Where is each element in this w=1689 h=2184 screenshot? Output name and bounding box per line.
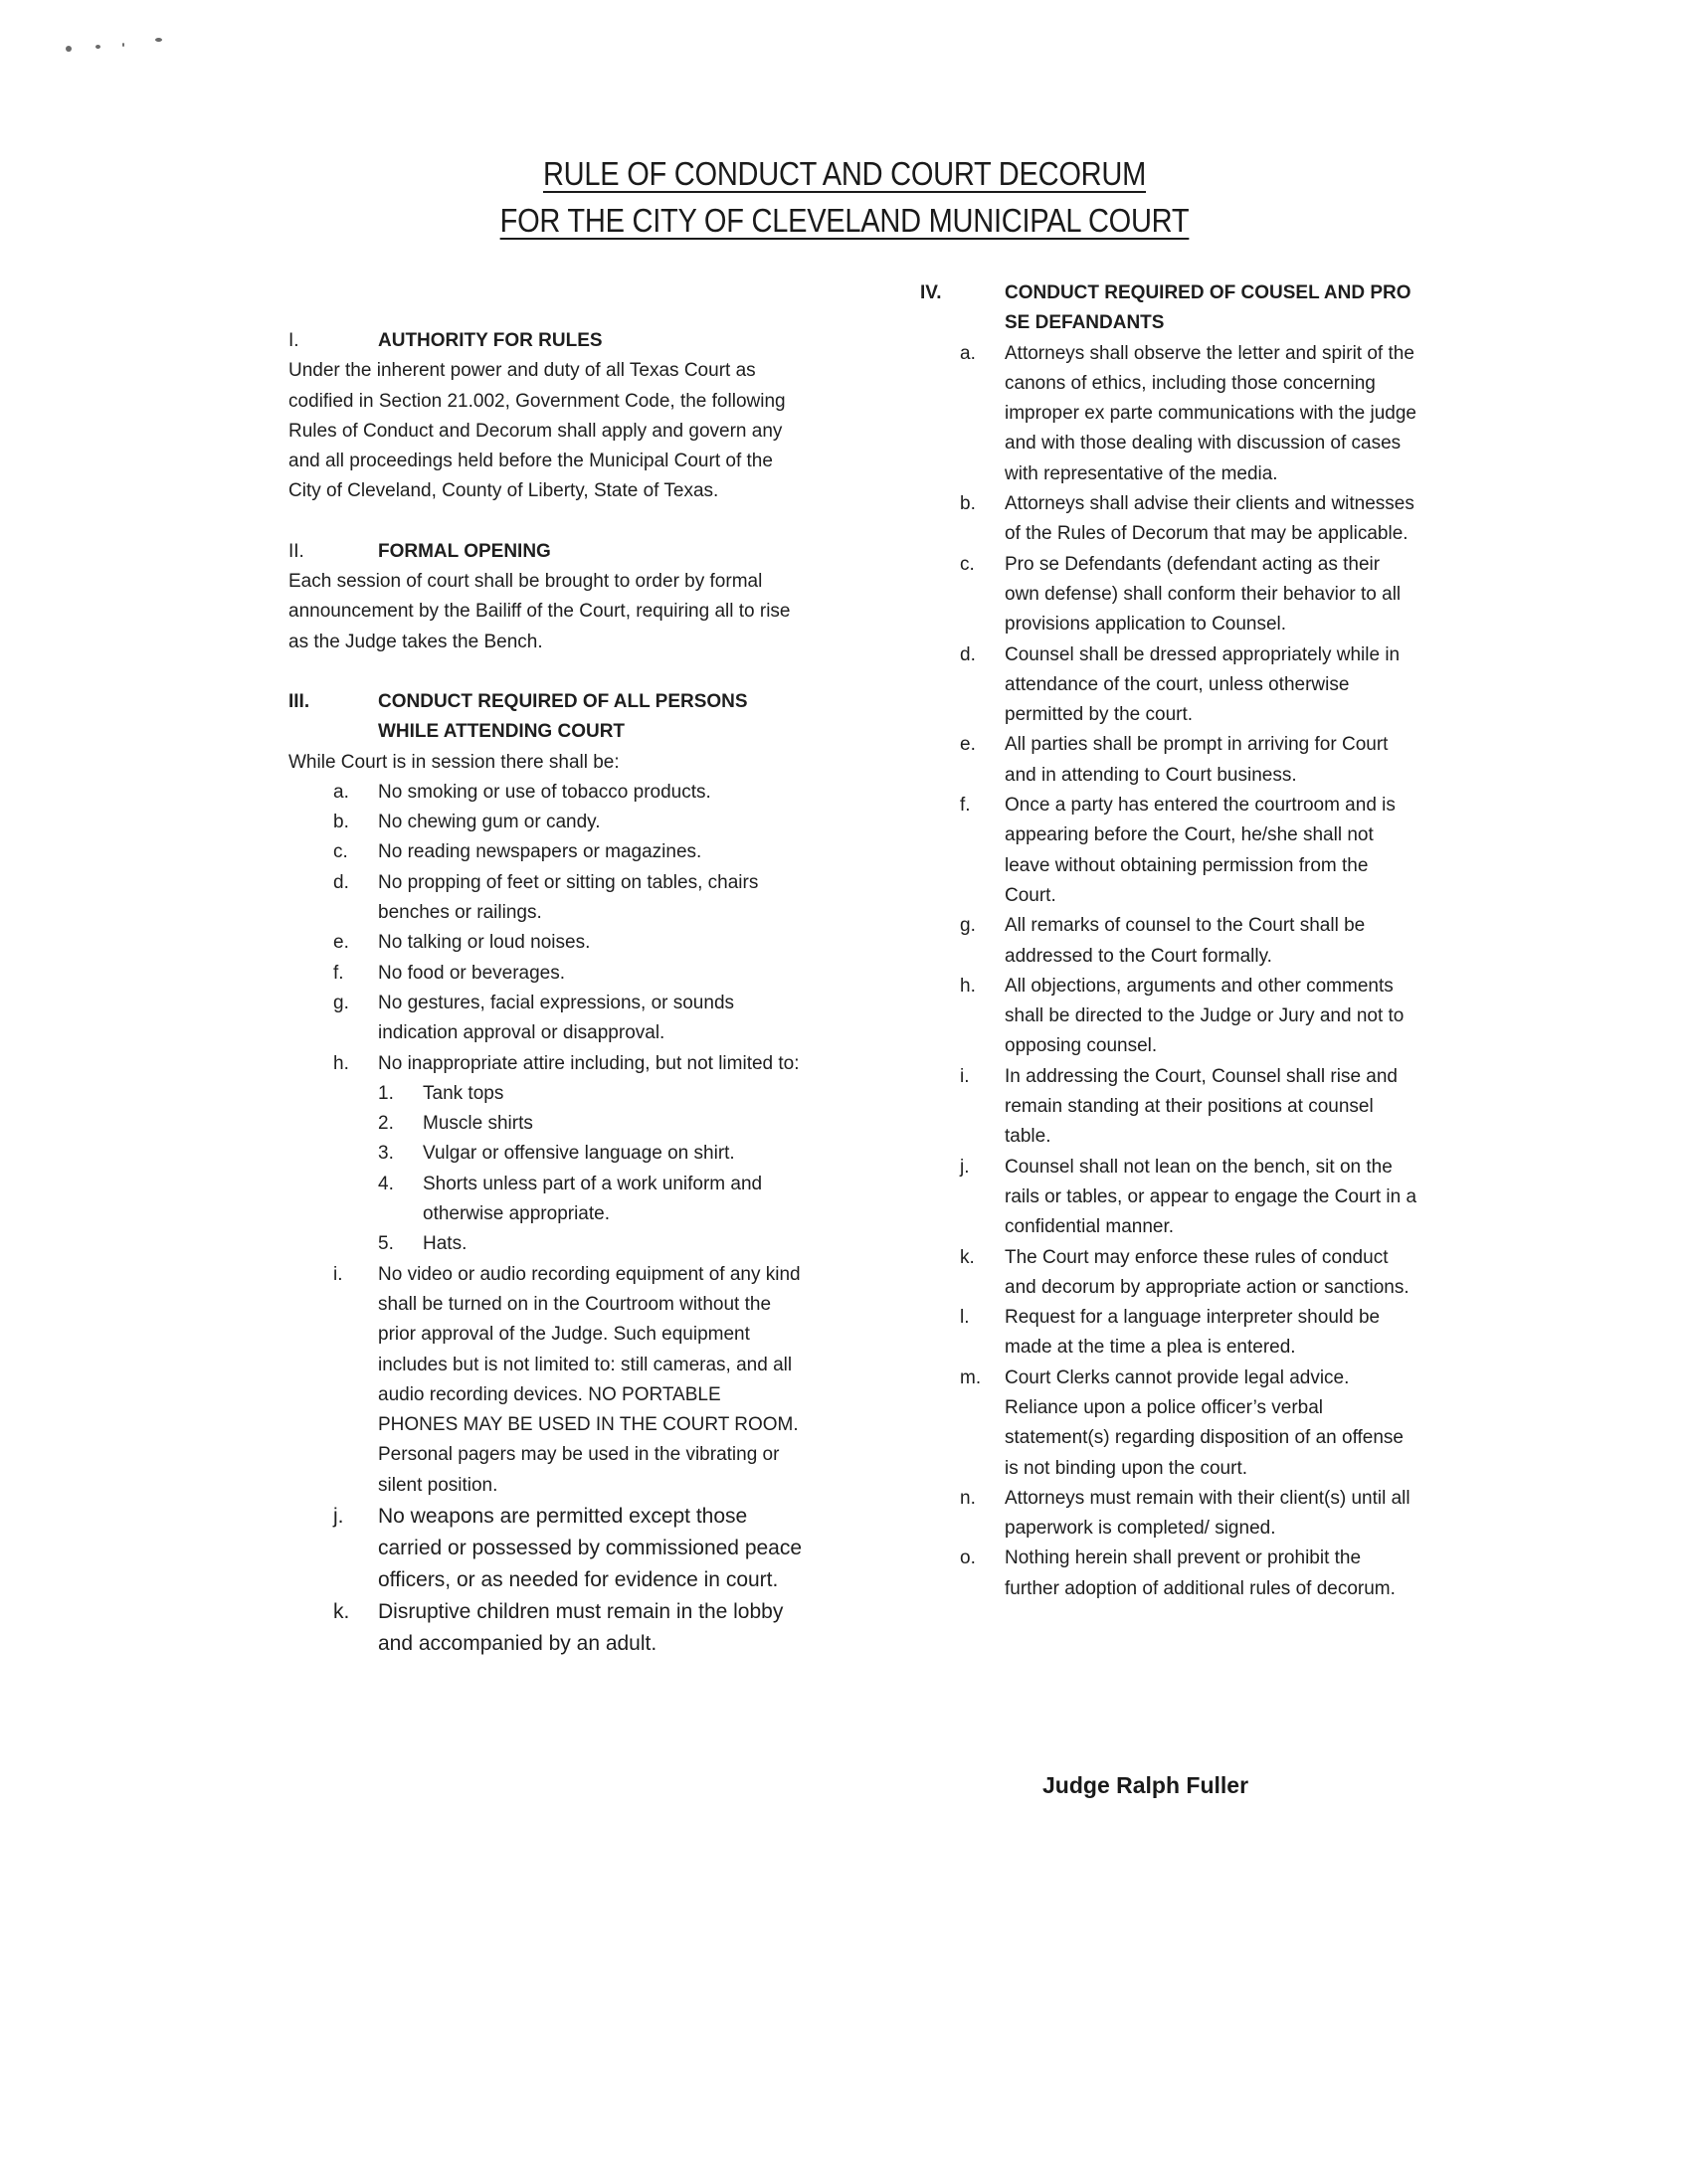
sub-list-item — [378, 1109, 806, 1139]
section-3-intro: While Court is in session there shall be: — [288, 751, 620, 773]
attire-sub-list — [378, 1079, 806, 1260]
sub-list-item — [378, 1170, 806, 1230]
list-letter: j. — [333, 1504, 344, 1528]
list-letter: e. — [333, 932, 349, 954]
sub-list-text: Shorts unless part of a work uniform and otherwise appropriate. — [423, 1173, 763, 1225]
list-text: No smoking or use of tobacco products. — [378, 781, 711, 803]
sub-list-item — [378, 1229, 806, 1259]
section-2-body: Each session of court shall be brought to order by formal announcement by the Bailiff of the Court, requiring all to rise as the Judge takes the Bench. — [288, 571, 791, 652]
list-letter: o. — [960, 1547, 976, 1569]
list-letter: i. — [333, 1263, 343, 1285]
list-text: Attorneys shall advise their clients and witnesses of the Rules of Decorum that may be applicable. — [1005, 493, 1414, 545]
list-text: No gestures, facial expressions, or sounds indication approval or disapproval. — [378, 992, 735, 1044]
list-text: Attorneys must remain with their client(s) until all paperwork is completed/ signed. — [1005, 1487, 1410, 1540]
list-text: No weapons are permitted except those carried or possessed by commissioned peace officers, or as needed for evidence in court. — [378, 1504, 803, 1591]
list-letter: f. — [960, 795, 971, 817]
section-title: FORMAL OPENING — [378, 540, 551, 562]
list-item — [960, 1484, 1417, 1545]
list-item — [960, 339, 1417, 489]
section-numeral: IV. — [920, 282, 942, 303]
list-text: Court Clerks cannot provide legal advice. Reliance upon a police officer’s verbal statement(s) regarding disposition of an offense is not binding upon the court. — [1005, 1366, 1404, 1479]
list-letter: b. — [960, 493, 976, 515]
section-2-heading — [288, 537, 806, 567]
list-letter: d. — [333, 871, 349, 893]
list-item — [333, 1501, 806, 1596]
list-text: No talking or loud noises. — [378, 932, 591, 954]
section-title: CONDUCT REQUIRED OF COUSEL AND PRO SE DEFANDANTS — [1005, 282, 1411, 334]
list-letter: m. — [960, 1366, 982, 1388]
list-letter: a. — [333, 781, 349, 803]
section-title: AUTHORITY FOR RULES — [378, 330, 603, 351]
list-letter: h. — [960, 975, 976, 997]
list-item — [960, 791, 1417, 911]
list-item — [960, 489, 1417, 550]
list-item — [960, 1153, 1417, 1243]
list-item — [960, 640, 1417, 731]
list-text: All objections, arguments and other comments shall be directed to the Judge or Jury and not to opposing counsel. — [1005, 975, 1405, 1057]
list-item — [960, 1062, 1417, 1153]
list-letter: h. — [333, 1052, 349, 1074]
list-item — [333, 808, 806, 837]
list-item — [333, 959, 806, 989]
list-item — [960, 1364, 1417, 1484]
list-item — [960, 1303, 1417, 1364]
document-title-line-2: FOR THE CITY OF CLEVELAND MUNICIPAL COURT — [499, 202, 1190, 239]
list-text: No chewing gum or candy. — [378, 812, 601, 833]
list-item — [333, 989, 806, 1049]
list-text: Pro se Defendants (defendant acting as their own defense) shall conform their behavior to all provisions application to Counsel. — [1005, 553, 1402, 636]
list-letter: k. — [960, 1246, 975, 1268]
list-item — [333, 1049, 806, 1260]
list-item — [960, 1544, 1417, 1604]
list-text: All remarks of counsel to the Court shall be addressed to the Court formally. — [1005, 915, 1366, 967]
list-letter: c. — [333, 841, 348, 863]
list-letter: e. — [960, 734, 976, 756]
scan-speck — [122, 43, 124, 47]
sub-list-number: 3. — [378, 1143, 394, 1165]
list-item — [333, 837, 806, 867]
section-1-heading — [288, 326, 806, 356]
list-text: Disruptive children must remain in the lobby and accompanied by an adult. — [378, 1599, 784, 1655]
sub-list-number: 1. — [378, 1082, 394, 1104]
list-letter: k. — [333, 1599, 350, 1623]
document-title-line-1: RULE OF CONDUCT AND COURT DECORUM — [542, 155, 1147, 192]
scan-speck — [66, 46, 72, 52]
list-text: No inappropriate attire including, but not limited to: — [378, 1052, 800, 1074]
list-text: Counsel shall be dressed appropriately while in attendance of the court, unless otherwise permitted by the court. — [1005, 643, 1401, 726]
sub-list-number: 5. — [378, 1233, 394, 1255]
list-text: Once a party has entered the courtroom and is appearing before the Court, he/she shall not leave without obtaining permission from the Court. — [1005, 795, 1396, 906]
sub-list-item — [378, 1079, 806, 1109]
left-column — [288, 326, 806, 1660]
section-1-body: Under the inherent power and duty of all Texas Court as codified in Section 21.002, Government Code, the following Rules of Conduct and Decorum shall apply and govern any and all proceedings held before the Municipal Court of the City of Cleveland, County of Liberty, State of Texas. — [288, 360, 786, 502]
list-item — [333, 778, 806, 808]
sub-list-text: Tank tops — [423, 1082, 504, 1104]
list-letter: n. — [960, 1487, 976, 1509]
list-item — [960, 550, 1417, 640]
list-text: No reading newspapers or magazines. — [378, 841, 702, 863]
list-text: Nothing herein shall prevent or prohibit the further adoption of additional rules of decorum. — [1005, 1547, 1396, 1599]
right-column — [920, 278, 1417, 1604]
list-letter: c. — [960, 553, 975, 575]
list-text: The Court may enforce these rules of conduct and decorum by appropriate action or sanctions. — [1005, 1246, 1409, 1298]
scan-speck — [155, 38, 162, 42]
list-text: No propping of feet or sitting on tables, chairs benches or railings. — [378, 871, 759, 924]
section-4-list — [960, 339, 1417, 1604]
section-numeral: I. — [288, 330, 299, 351]
sub-list-item — [378, 1139, 806, 1169]
list-item — [960, 972, 1417, 1062]
list-letter: d. — [960, 643, 976, 665]
list-item — [333, 928, 806, 958]
list-text: All parties shall be prompt in arriving for Court and in attending to Court business. — [1005, 734, 1389, 786]
sub-list-number: 2. — [378, 1113, 394, 1135]
scan-speck — [95, 45, 100, 49]
sub-list-text: Muscle shirts — [423, 1113, 533, 1135]
list-letter: l. — [960, 1307, 970, 1329]
section-3-heading — [288, 687, 806, 748]
list-letter: i. — [960, 1065, 970, 1087]
section-numeral: II. — [288, 540, 304, 562]
list-letter: g. — [333, 992, 349, 1013]
list-text: No food or beverages. — [378, 962, 566, 984]
list-text: Attorneys shall observe the letter and spirit of the canons of ethics, including those concerning improper ex parte communications with the judge and with those dealing with discussion of cases with representative of the media. — [1005, 342, 1416, 484]
list-letter: g. — [960, 915, 976, 937]
section-title: CONDUCT REQUIRED OF ALL PERSONS WHILE ATTENDING COURT — [378, 690, 748, 743]
list-item — [960, 730, 1417, 791]
sub-list-number: 4. — [378, 1173, 394, 1194]
list-text: No video or audio recording equipment of any kind shall be turned on in the Courtroom without the prior approval of the Judge. Such equipment includes but is not limited to: still cameras, and all audio recording devices. NO PORTABLE PHONES MAY BE USED IN THE COURT ROOM. Personal pagers may be used in the vibrating or silent position. — [378, 1263, 801, 1496]
list-text: Counsel shall not lean on the bench, sit on the rails or tables, or appear to engage the Court in a confidential manner. — [1005, 1156, 1417, 1238]
section-4-heading — [920, 278, 1417, 339]
list-text: In addressing the Court, Counsel shall rise and remain standing at their positions at counsel table. — [1005, 1065, 1399, 1148]
list-item — [333, 868, 806, 929]
list-text: Request for a language interpreter should be made at the time a plea is entered. — [1005, 1307, 1381, 1359]
judge-signature: Judge Ralph Fuller — [1042, 1772, 1249, 1798]
list-letter: f. — [333, 962, 344, 984]
list-letter: j. — [960, 1156, 970, 1178]
list-item — [960, 1243, 1417, 1304]
list-letter: b. — [333, 812, 349, 833]
sub-list-text: Vulgar or offensive language on shirt. — [423, 1143, 735, 1165]
list-item — [333, 1596, 806, 1660]
list-item — [960, 911, 1417, 972]
list-letter: a. — [960, 342, 976, 364]
list-item — [333, 1260, 806, 1501]
section-numeral: III. — [288, 690, 310, 712]
section-3-list — [333, 778, 806, 1660]
sub-list-text: Hats. — [423, 1233, 468, 1255]
